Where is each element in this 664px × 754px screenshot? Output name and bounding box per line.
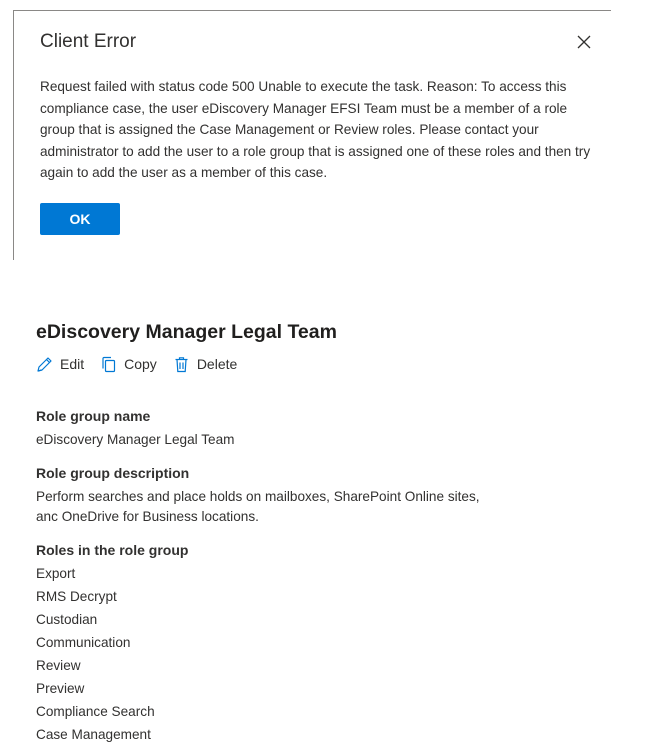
close-icon[interactable] — [576, 34, 592, 50]
role-group-title: eDiscovery Manager Legal Team — [36, 321, 337, 343]
dialog-top-border — [14, 10, 611, 11]
dialog-title: Client Error — [40, 31, 137, 52]
role-group-name-label: Role group name — [36, 408, 151, 424]
role-group-details-panel — [36, 318, 636, 746]
edit-label: Edit — [60, 356, 85, 372]
copy-label: Copy — [124, 356, 157, 372]
copy-icon — [100, 356, 117, 373]
action-bar — [36, 354, 636, 374]
ok-button[interactable]: OK — [40, 203, 120, 235]
role-item: Case Management — [36, 727, 151, 742]
dialog-message: Request failed with status code 500 Unable to execute the task. Reason: To access this compliance case, the user eDiscovery Manager EFSI Team must be a member of a role group that is assigned the Case Management or Review roles. Please contact your administrator to add the user to a role group that is assigned one of these roles and then try again to add the user as a member of this case. — [40, 79, 591, 180]
roles-list — [36, 562, 636, 746]
role-item: Review — [36, 658, 81, 673]
role-item: Export — [36, 566, 76, 581]
copy-button[interactable] — [100, 356, 157, 373]
edit-button[interactable] — [36, 356, 84, 373]
delete-button[interactable] — [173, 356, 237, 373]
roles-section — [36, 540, 636, 746]
role-item: Preview — [36, 681, 85, 696]
role-item: Communication — [36, 635, 131, 650]
role-group-name-value: eDiscovery Manager Legal Team — [36, 432, 235, 447]
trash-icon — [173, 356, 190, 373]
role-item: Compliance Search — [36, 704, 155, 719]
role-group-description-value: Perform searches and place holds on mailboxes, SharePoint Online sites, anc OneDrive for Business locations. — [36, 489, 480, 524]
delete-label: Delete — [196, 356, 238, 372]
role-group-name-section — [36, 406, 636, 450]
role-group-description-label: Role group description — [36, 465, 190, 481]
roles-label: Roles in the role group — [36, 542, 189, 558]
pencil-icon — [36, 356, 53, 373]
role-item: RMS Decrypt — [36, 589, 117, 604]
client-error-dialog — [13, 10, 610, 260]
role-group-description-section — [36, 463, 636, 527]
role-item: Custodian — [36, 612, 98, 627]
